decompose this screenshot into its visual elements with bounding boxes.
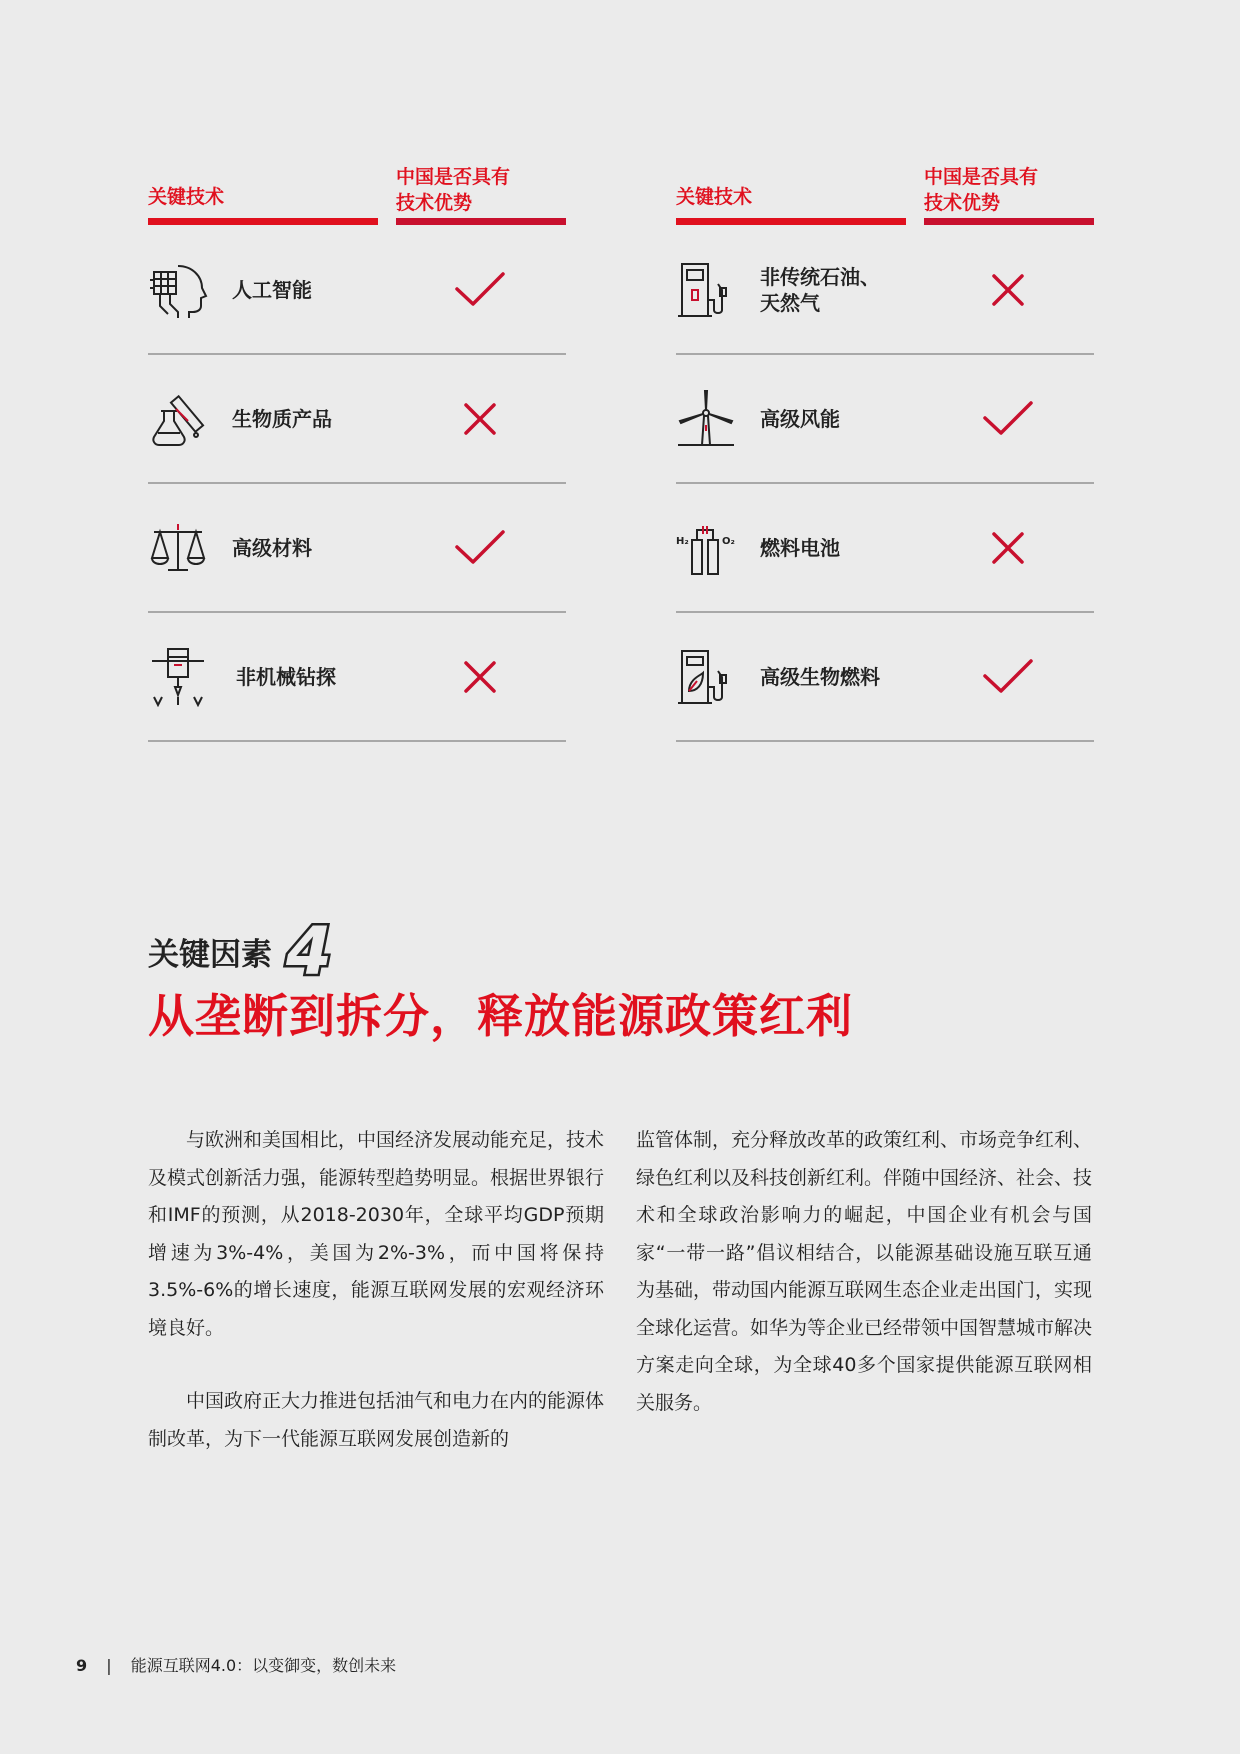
tech-label: 非机械钻探: [236, 664, 336, 689]
biofuel-pump-icon: [676, 647, 736, 707]
tech-label: 燃料电池: [760, 535, 840, 560]
check-icon: [454, 528, 506, 568]
svg-text:O₂: O₂: [722, 535, 735, 547]
tech-label: 高级材料: [232, 535, 312, 560]
footer-separator: |: [106, 1656, 112, 1675]
body-paragraph: 监管体制，充分释放改革的政策红利、市场竞争红利、绿色红利以及科技创新红利。伴随中国经济、社会、技术和全球政治影响力的崛起，中国企业有机会与国家“一带一路”倡议相结合，以能源基础设施互联互通为基础，带动国内能源互联网生态企业走出国门，实现全球化运营。如华为等企业已经带领中国智慧城市解决方案走向全球，为全球40多个国家提供能源互联网相关服务。: [636, 1129, 1093, 1414]
header-underline: [676, 218, 906, 225]
page-footer: [76, 1653, 396, 1676]
body-paragraph: 中国政府正大力推进包括油气和电力在内的能源体制改革，为下一代能源互联网发展创造新的: [148, 1390, 605, 1450]
table-row: [148, 226, 566, 355]
tech-label: 生物质产品: [232, 406, 332, 431]
table-row: [676, 226, 1094, 355]
table-row: [148, 484, 566, 613]
header-underline: [396, 218, 566, 225]
cross-icon: [454, 657, 506, 697]
lab-flask-icon: [148, 389, 208, 449]
drill-icon: [148, 647, 208, 707]
cross-icon: [454, 399, 506, 439]
page-number: 9: [76, 1656, 88, 1675]
tech-label: 人工智能: [232, 277, 312, 302]
table-header: [148, 160, 566, 226]
header-key-tech: 关键技术: [676, 186, 753, 208]
tech-table-right: [676, 160, 1094, 742]
ai-head-icon: [148, 260, 208, 320]
header-key-tech: 关键技术: [148, 186, 225, 208]
table-row: [148, 613, 566, 742]
body-column-right: [636, 1122, 1092, 1458]
tech-table-left: [148, 160, 566, 742]
body-column-left: [148, 1122, 604, 1494]
balance-scale-icon: [148, 518, 208, 578]
tech-label: 高级生物燃料: [760, 664, 880, 689]
tech-label: 非传统石油、 天然气: [760, 264, 880, 315]
body-paragraph: 与欧洲和美国相比，中国经济发展动能充足，技术及模式创新活力强，能源转型趋势明显。根据世界银行和IMF的预测，从2018-2030年，全球平均GDP预期增速为3%-4%，美国为2%-3%，而中国将保持3.5%-6%的增长速度，能源互联网发展的宏观经济环境良好。: [148, 1129, 605, 1339]
svg-text:H₂: H₂: [676, 535, 689, 547]
header-advantage: 中国是否具有 技术优势: [396, 166, 511, 214]
check-icon: [982, 399, 1034, 439]
check-icon: [454, 270, 506, 310]
cross-icon: [982, 528, 1034, 568]
table-header: [676, 160, 1094, 226]
section-headline: 从垄断到拆分，释放能源政策红利: [148, 989, 853, 1043]
check-icon: [982, 657, 1034, 697]
cross-icon: [982, 270, 1034, 310]
table-row: [676, 484, 1094, 613]
key-factor-number: [282, 918, 340, 980]
report-title: 能源互联网4.0：以变御变，数创未来: [130, 1656, 397, 1675]
header-underline: [148, 218, 378, 225]
header-underline: [924, 218, 1094, 225]
header-advantage: 中国是否具有 技术优势: [924, 166, 1039, 214]
key-factor-heading: [148, 918, 340, 980]
wind-turbine-icon: [676, 389, 736, 449]
table-row: [676, 613, 1094, 742]
fuel-pump-icon: [676, 260, 736, 320]
key-factor-label: 关键因素: [148, 937, 272, 973]
table-row: [148, 355, 566, 484]
tech-label: 高级风能: [760, 406, 840, 431]
fuel-cell-icon: [676, 518, 736, 578]
table-row: [676, 355, 1094, 484]
svg-text:4: 4: [286, 918, 332, 980]
